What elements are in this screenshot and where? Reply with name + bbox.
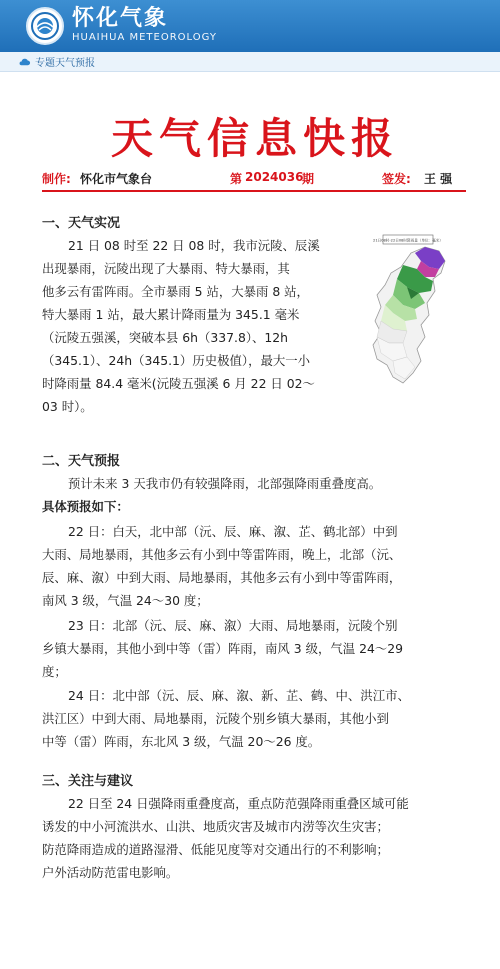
rainfall-map: [363, 233, 455, 388]
topic-label: 专题天气预报: [35, 58, 95, 69]
observation-text: 21 日 08 时至 22 日 08 时，我市沅陵、辰溪 出现暴雨，沅陵出现了大暴雨、特大暴雨，其 他多云有雷阵雨。全市暴雨 5 站，大暴雨 8 站， 特大暴雨 1 站，最大累计降雨量为 345.1 毫米 （沅陵五强溪，突破本县 6h（337.8）、12h （345.1）、24h（345.1）历史极值），最大一小 时降雨量 84.4 毫米(沅陵五强溪 6 月 22 日 02～ 03 时）。: [42, 238, 320, 414]
red-divider: [42, 190, 466, 192]
forecast-day22: 22 日：白天，北中部（沅、辰、麻、溆、芷、鹤北部）中到 大雨、局地暴雨，其他多云有小到中等雷阵雨，晚上，北部（沅、 辰、麻、溆）中到大雨、局地暴雨，其他多云有小到中等雷阵雨， 南风 3 级，气温 24～30 度；: [42, 524, 402, 608]
section-heading-observation: 一、天气实况: [42, 216, 121, 231]
producer-name: 怀化市气象台: [80, 172, 153, 186]
section-heading-forecast: 二、天气预报: [42, 454, 121, 469]
forecast-day24: 24 日：北中部（沅、辰、麻、溆、新、芷、鹤、中、洪江市、 洪江区）中到大雨、局地暴雨，沅陵个别乡镇大暴雨，其他小到 中等（雷）阵雨，东北风 3 级，气温 20～26 度。: [42, 688, 410, 749]
bulletin-meta: [42, 170, 466, 188]
app-header: [0, 0, 500, 52]
logo-icon: [26, 7, 64, 45]
topic-bar[interactable]: [0, 52, 500, 72]
issue-prefix: 第: [230, 172, 243, 186]
cloud-icon: [18, 55, 31, 68]
bulletin-title: 天气信息快报: [110, 114, 399, 163]
signer-name: 王 强: [424, 172, 453, 186]
forecast-day23: 23 日：北部（沅、辰、麻、溆）大雨、局地暴雨，沅陵个别 乡镇大暴雨，其他小到中等（雷）阵雨，南风 3 级，气温 24～29 度；: [42, 618, 403, 679]
advice-text: 22 日至 24 日强降雨重叠度高，重点防范强降雨重叠区域可能 诱发的中小河流洪水、山洪、地质灾害及城市内涝等次生灾害； 防范降雨造成的道路湿滑、低能见度等对交通出行的不利影响； 户外活动防范雷电影响。: [42, 796, 409, 880]
issue-suffix: 期: [302, 172, 315, 186]
issue-number: 2024036: [245, 170, 304, 184]
signer-label: 签发:: [382, 172, 411, 186]
brand-title: 怀化气象: [72, 6, 169, 31]
section-heading-advice: 三、关注与建议: [42, 774, 134, 789]
producer-label: 制作:: [42, 172, 71, 186]
map-title: 21日08时-22日08时降雨量（单位：毫米）: [373, 238, 443, 243]
brand-subtitle: HUAIHUA METEOROLOGY: [72, 32, 217, 43]
bulletin-document: [30, 76, 480, 969]
forecast-intro: 预计未来 3 天我市仍有较强降雨，北部强降雨重叠度高。 具体预报如下：: [42, 476, 382, 514]
